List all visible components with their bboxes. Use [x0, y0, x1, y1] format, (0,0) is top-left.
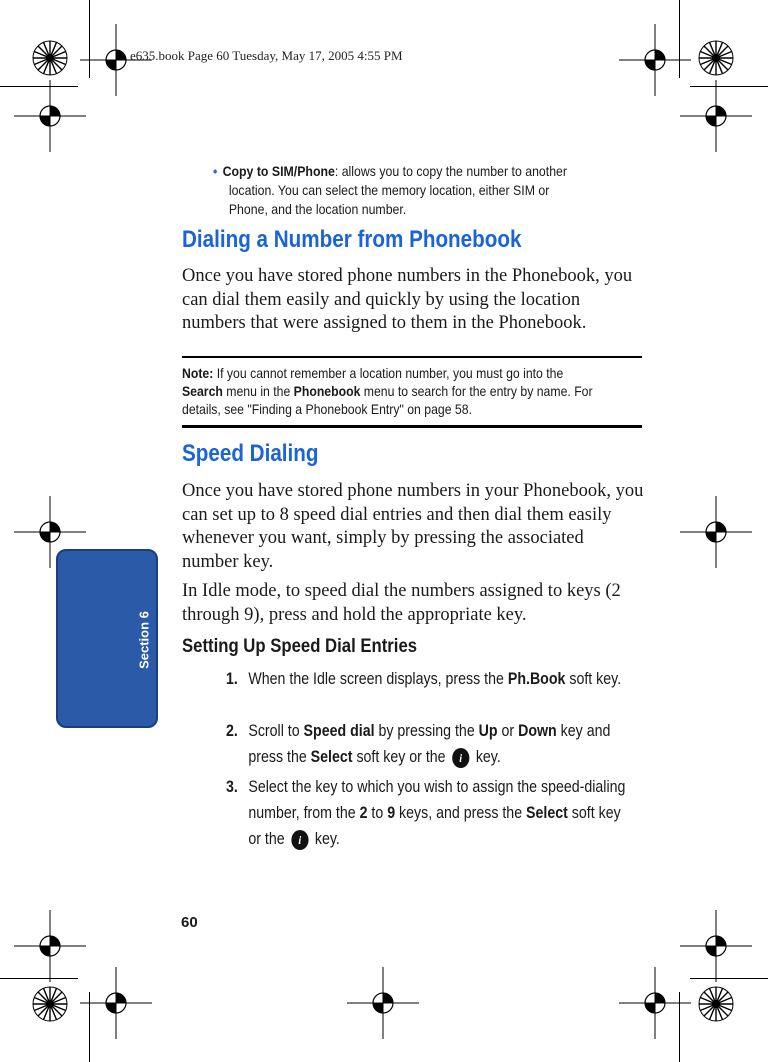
starburst-registration-icon — [699, 987, 733, 1021]
speed-paragraph-1: Once you have stored phone numbers in your Phonebook, you can set up to 8 speed dial entries and then dial them easily whenever you want, simply by pressing the associated number key. — [182, 481, 644, 572]
step-text: keys, and press the — [395, 804, 527, 822]
subheading-setting-up: Setting Up Speed Dial Entries — [182, 636, 418, 657]
note-text: If you cannot remember a location number, you must go into the — [213, 365, 564, 381]
step-2 — [226, 718, 630, 770]
note-text: menu to search for the entry by name. For — [360, 383, 593, 399]
note-bottom-rule — [182, 425, 642, 428]
step-bold: 2 — [359, 804, 368, 822]
bullet-text: : allows you to copy the number to another — [334, 163, 568, 179]
note-phonebook-word: Phonebook — [293, 383, 361, 399]
crosshair-target-icon — [347, 967, 419, 1039]
dialing-paragraph: Once you have stored phone numbers in the Phonebook, you can dial them easily and quickly by using the location numbers that were assigned to them in the Phonebook. — [182, 266, 633, 333]
step-text: soft key or the — [248, 804, 621, 848]
step-text: key. — [471, 748, 501, 766]
book-info-header: e635.book Page 60 Tuesday, May 17, 2005 4:55 PM — [130, 48, 403, 63]
step-bold: 9 — [387, 804, 396, 822]
step-1 — [226, 666, 630, 692]
bullet-copy-to-sim — [213, 162, 591, 219]
step-bold: Ph.Book — [507, 670, 566, 688]
step-number: 3. — [226, 778, 238, 796]
step-text: by pressing the — [374, 722, 479, 740]
step-number: 2. — [226, 722, 238, 740]
note-text: menu in the — [222, 383, 294, 399]
crosshair-target-icon — [14, 910, 86, 982]
crosshair-target-icon — [680, 496, 752, 568]
i-key-icon: i — [291, 830, 308, 850]
crosshair-target-icon — [14, 80, 86, 152]
step-text: Scroll to — [248, 722, 304, 740]
step-text: Select the key to which you wish to assign the speed-dialing number, from the — [248, 778, 626, 822]
crosshair-target-icon — [619, 24, 691, 96]
starburst-registration-icon — [33, 41, 67, 75]
step-text: soft key or the — [352, 748, 450, 766]
step-3 — [226, 774, 630, 852]
heading-dialing: Dialing a Number from Phonebook — [182, 226, 522, 253]
step-text: key and press the — [248, 722, 611, 766]
crosshair-target-icon — [680, 80, 752, 152]
heading-speed-dialing: Speed Dialing — [182, 440, 319, 467]
step-text: soft key. — [565, 670, 622, 688]
page-number: 60 — [181, 914, 198, 931]
bullet-text-line: location. You can select the memory location, either SIM or — [228, 182, 550, 198]
step-text: When the Idle screen displays, press the — [248, 670, 508, 688]
bullet-term: Copy to SIM/Phone — [222, 163, 335, 179]
note-top-rule — [182, 356, 642, 358]
starburst-registration-icon — [699, 41, 733, 75]
bullet-icon: • — [213, 163, 218, 179]
step-number: 1. — [226, 670, 238, 688]
step-bold: Select — [526, 804, 568, 822]
step-text: or — [497, 722, 519, 740]
step-bold: Speed dial — [303, 722, 375, 740]
crosshair-target-icon — [619, 967, 691, 1039]
crosshair-target-icon — [80, 967, 152, 1039]
section-tab-label: Section 6 — [136, 611, 152, 669]
note-block — [182, 364, 644, 418]
speed-paragraph-2: In Idle mode, to speed dial the numbers assigned to keys (2 through 9), press and hold the appropriate key. — [182, 581, 621, 625]
i-key-icon: i — [452, 748, 469, 768]
step-bold: Select — [310, 748, 353, 766]
crosshair-target-icon — [680, 910, 752, 982]
note-search-word: Search — [182, 383, 223, 399]
starburst-registration-icon — [33, 987, 67, 1021]
step-bold: Down — [518, 722, 557, 740]
note-label: Note: — [182, 365, 214, 381]
step-bold: Up — [478, 722, 498, 740]
step-text: to — [367, 804, 388, 822]
step-text: key. — [310, 830, 340, 848]
note-text: details, see "Finding a Phonebook Entry" on page 58. — [182, 401, 472, 417]
bullet-text-line: Phone, and the location number. — [228, 201, 407, 217]
